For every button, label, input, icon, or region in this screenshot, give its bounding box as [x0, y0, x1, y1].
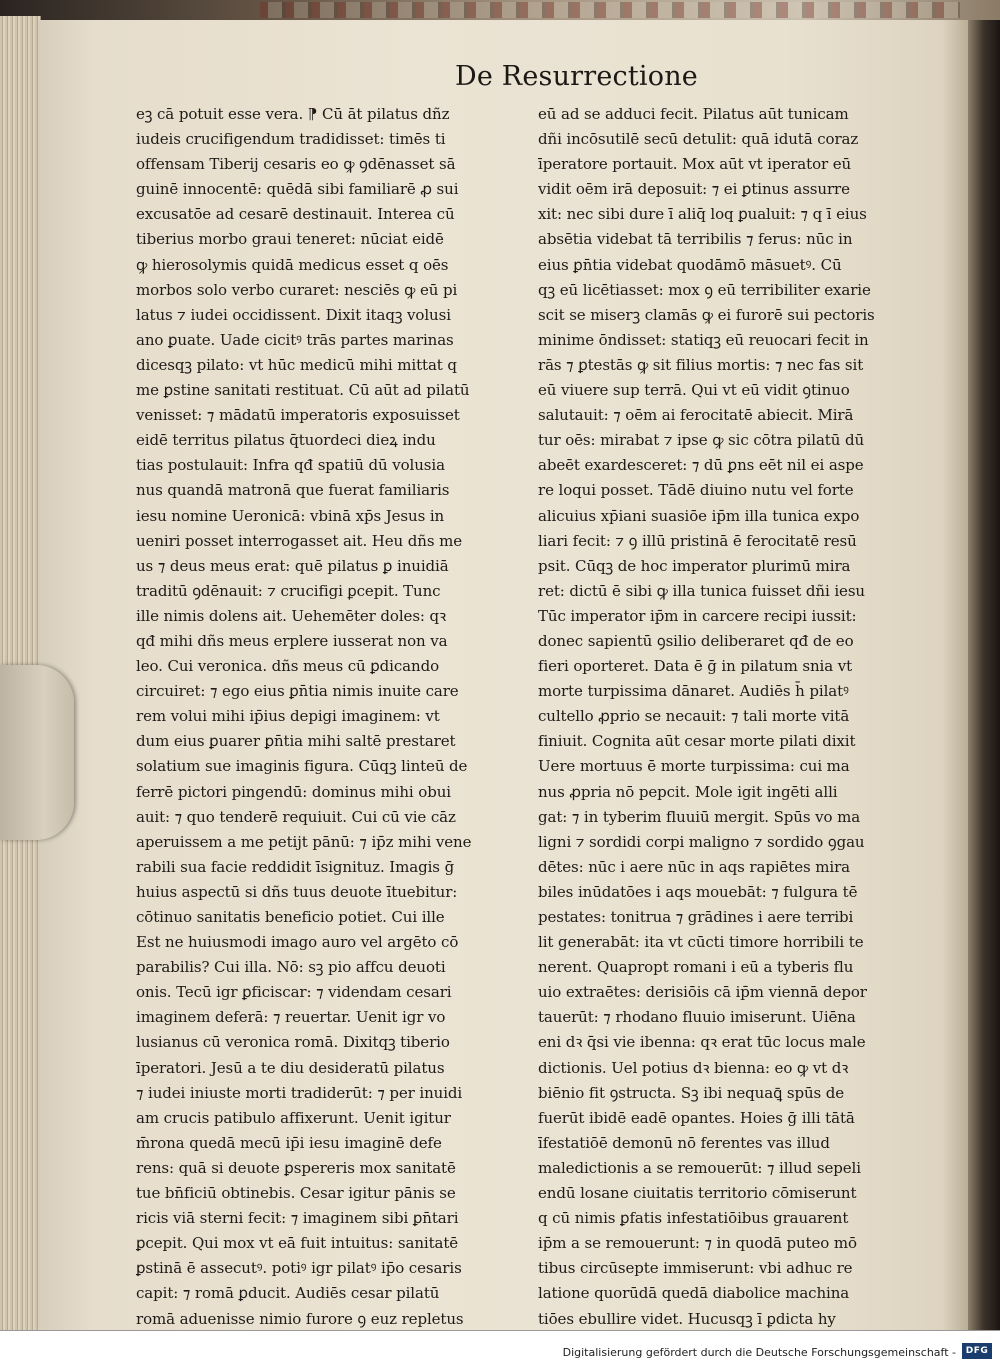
text-line: dum eius ꝑuarer ꝑn̄tia mihi saltē prestaret: [136, 732, 456, 751]
text-line: eū viuere sup terrā. Qui vt eū vidit ꝯtinuo: [538, 381, 850, 400]
digitization-footer: [0, 1330, 1000, 1369]
text-line: salutauit: ⁊ oēm ai ferocitatē abiecit. Mirā: [538, 406, 854, 425]
text-line: nus ꝓpria nō pepcit. Mole igit ingēti alli: [538, 782, 838, 801]
footer-credit: Digitalisierung gefördert durch die Deutsche Forschungsgemeinschaft -: [562, 1346, 956, 1359]
text-line: qđ mihi dñs meus erplere iusserat non va: [136, 631, 448, 650]
text-line: īperatore portauit. Mox aūt vt iperator eū: [538, 155, 852, 174]
text-line: tauerūt: ⁊ rhodano fluuio imiserunt. Uiēna: [538, 1008, 856, 1027]
text-line: tibus circūsepte immiserunt: vbi adhuc re: [538, 1259, 853, 1278]
text-line: absētia videbat tā terribilis ⁊ ferus: nūc in: [538, 230, 853, 249]
text-line: traditū ꝯdēnauit: ⁊ crucifigi ꝑcepit. Tunc: [136, 581, 441, 600]
text-line: uio extraētes: derisiōis cā ip̄m viennā depor: [538, 983, 867, 1002]
text-line: dictionis. Uel potius dꝛ bienna: eo ꝙ vt dꝛ: [538, 1058, 849, 1077]
text-line: ꝙ hierosolymis quidā medicus esset q oēs: [136, 255, 449, 274]
text-line: latione quorūdā quedā diabolice machina: [538, 1284, 850, 1303]
text-line: dicesqꝫ pilato: vt hūc medicū mihi mittat q: [136, 355, 457, 374]
text-line: ret: dictū ē sibi ꝙ illa tunica fuisset dñi iesu: [538, 581, 865, 600]
text-line: lit generabāt: ita vt cūcti timore horribili te: [538, 933, 864, 952]
text-line: pestates: tonitrua ⁊ grādines i aere terribi: [538, 908, 854, 926]
text-line: eidē territus pilatus q̄tuordeci dieꝝ indu: [136, 431, 436, 450]
text-line: rabili sua facie reddidit īsignituz. Imagis ḡ: [136, 857, 455, 876]
text-line: morte turpissima dānaret. Audiēs h̄ pilatꝰ: [538, 682, 849, 701]
text-line: endū losane ciuitatis territorio cōmiserunt: [538, 1184, 857, 1203]
text-line: iesu nomine Ueronicā: vbinā xp̄s Jesus in: [136, 506, 445, 525]
text-line: minime ōndisset: statiqꝫ eū reuocari fecit in: [538, 330, 869, 349]
text-line: nus quandā matronā que fuerat familiaris: [136, 481, 450, 500]
text-line: tur oēs: mirabat ⁊ ipse ꝙ sic cōtra pilatū dū: [538, 431, 865, 450]
text-line: fuerūt ibidē eadē opantes. Hoies ḡ illi tātā: [538, 1108, 855, 1127]
text-line: us ⁊ deus meus erat: quē pilatus ꝑ inuidiā: [136, 556, 449, 575]
text-line: dñi incōsutilē secū detulit: quā idutā coraz: [538, 130, 859, 149]
text-line: tiberius morbo graui teneret: nūciat eidē: [136, 230, 444, 249]
text-line: qꝫ eū licētiasset: mox ꝯ eū terribiliter exarie: [538, 280, 871, 299]
text-line: eius ꝑn̄tia videbat quodāmō māsuetꝰ. Cū: [538, 255, 842, 274]
text-line: offensam Tiberij cesaris eo ꝙ ꝯdēnasset sā: [136, 155, 456, 174]
text-line: ano ꝑuate. Uade cicitꝰ trās partes marinas: [136, 330, 454, 349]
text-line: gat: ⁊ in tyberim fluuiū mergit. Spūs vo ma: [538, 807, 861, 826]
text-line: guinē innocentē: quēdā sibi familiarē ꝓ sui: [136, 180, 459, 199]
cover-pattern: [260, 2, 960, 18]
text-line: Uere mortuus ē morte turpissima: cui ma: [538, 757, 850, 776]
text-line: alicuius xp̄iani suasiōe ip̄m illa tunica expo: [538, 506, 860, 525]
text-line: me ꝑstine sanitati restituat. Cū aūt ad pilatū: [136, 381, 470, 400]
text-line: iudeis crucifigendum tradidisset: timēs ti: [136, 130, 446, 149]
book-cover-strip: [0, 0, 1000, 22]
text-line: Tūc imperator ip̄m in carcere recipi iussit:: [538, 606, 857, 625]
text-line: donec sapientū ꝯsilio deliberaret qđ de eo: [538, 631, 854, 650]
text-line: q cū nimis ꝑfatis infestatiōibus grauarent: [538, 1209, 849, 1228]
text-line: cultello ꝓprio se necauit: ⁊ tali morte vitā: [538, 707, 850, 726]
text-line: ꝑcepit. Qui mox vt eā fuit intuitus: sanitatē: [136, 1234, 459, 1253]
text-line: biles inūdatōes i aqs mouebāt: ⁊ fulgura tē: [538, 882, 858, 901]
text-line: tue bn̄ficiū obtinebis. Cesar igitur pānis se: [136, 1184, 456, 1203]
text-line: eni dꝛ q̄si vie ibenna: qꝛ erat tūc locus male: [538, 1033, 866, 1052]
text-line: leo. Cui veronica. dñs meus cū ꝑdicando: [136, 657, 440, 676]
text-line: ueniri posset interrogasset ait. Heu dñs me: [136, 531, 463, 550]
text-line: am crucis patibulo affixerunt. Uenit igitur: [136, 1108, 451, 1127]
text-line: Est ne huiusmodi imago auro vel argēto cō: [136, 933, 459, 952]
dfg-logo: DFG: [962, 1343, 992, 1359]
text-line: maledictionis a se remouerūt: ⁊ illud sepeli: [538, 1158, 861, 1177]
text-line: aperuissem a me petijt pānū: ⁊ ip̄z mihi vene: [136, 832, 472, 851]
text-line: vidit oēm irā deposuit: ⁊ ei ꝑtinus assurre: [538, 180, 850, 199]
text-line: biēnio fit ꝯstructa. Sꝫ ibi nequaꝗ̄ spūs de: [538, 1083, 845, 1102]
text-line: re loqui posset. Tādē diuino nutu vel forte: [538, 481, 854, 500]
text-line: solatium sue imaginis figura. Cūqꝫ linteū de: [136, 757, 468, 776]
text-line: fieri oporteret. Data ē ḡ in pilatum snia vt: [538, 657, 853, 676]
text-line: īperatori. Jesū a te diu desideratū pilatus: [136, 1058, 445, 1077]
text-line: finiuit. Cognita aūt cesar morte pilati dixit: [538, 732, 856, 751]
text-line: eꝫ cā potuit esse vera. ⁋ Cū āt pilatus dñz: [136, 105, 450, 123]
text-line: ⁊ iudei iniuste morti tradiderūt: ⁊ per inuidi: [136, 1083, 463, 1102]
text-line: ip̄m a se remouerunt: ⁊ in quodā puteo mō: [538, 1234, 857, 1253]
text-line: m̄rona quedā mecū ip̄i iesu imaginē defe: [136, 1133, 442, 1152]
text-line: cōtinuo sanitatis beneficio potiet. Cui ille: [136, 908, 445, 926]
text-line: ꝑstinā ē assecutꝰ. potiꝰ igr pilatꝰ ip̄o cesaris: [136, 1259, 462, 1278]
text-line: rem volui mihi ip̄ius depigi imaginem: vt: [136, 707, 440, 726]
text-line: scit se miserꝫ clamās ꝙ ei furorē sui pectoris: [538, 305, 875, 324]
text-line: xit: nec sibi dure ī aliq̄ loq ꝑualuit: ⁊ q ī eius: [538, 205, 867, 224]
text-line: imaginem deferā: ⁊ reuertar. Uenit igr vo: [136, 1008, 446, 1027]
page-heading: De Resurrectione: [455, 61, 698, 92]
text-line: psit. Cūqꝫ de hoc imperator plurimū mira: [538, 556, 851, 575]
text-line: rās ⁊ ꝑtestās ꝙ sit filius mortis: ⁊ nec fas sit: [538, 355, 864, 374]
page-clip: [0, 665, 74, 840]
text-line: lusianus cū veronica romā. Dixitqꝫ tiberio: [136, 1033, 450, 1052]
text-line: latus ⁊ iudei occidissent. Dixit itaqꝫ volusi: [136, 305, 451, 324]
text-line: ligni ⁊ sordidi corpi maligno ⁊ sordido ꝯgau: [538, 832, 865, 851]
text-line: venisset: ⁊ mādatū imperatoris exposuisset: [136, 406, 460, 425]
text-line: īfestatiōē demonū nō ferentes vas illud: [538, 1133, 830, 1152]
text-line: tiōes ebullire videt. Hucusqꝫ ī ꝑdicta hy: [538, 1309, 836, 1328]
text-line: liari fecit: ⁊ ꝯ illū pristinā ē ferocitatē resū: [538, 531, 857, 550]
book-gutter-right: [968, 20, 1000, 1330]
left-text-column: [136, 102, 508, 1332]
text-line: abeēt exardesceret: ⁊ dū ꝑns eēt nil ei aspe: [538, 456, 864, 475]
text-line: ricis viā sterni fecit: ⁊ imaginem sibi ꝑn̄tari: [136, 1209, 459, 1228]
text-line: ille nimis dolens ait. Uehemēter doles: qꝛ: [136, 606, 447, 625]
text-line: ferrē pictori pingendū: dominus mihi obui: [136, 782, 451, 801]
text-line: tias postulauit: Infra qđ spatiū dū volusia: [136, 456, 445, 475]
text-line: onis. Tecū igr ꝑficiscar: ⁊ videndam cesari: [136, 983, 452, 1002]
text-line: rens: quā si deuote ꝑspereris mox sanitatē: [136, 1158, 456, 1177]
right-text-column: [538, 102, 910, 1332]
text-line: circuiret: ⁊ ego eius ꝑn̄tia nimis inuite care: [136, 682, 459, 701]
text-line: excusatōe ad cesarē destinauit. Interea cū: [136, 205, 455, 224]
text-line: dētes: nūc i aere nūc in aqs rapiētes mira: [538, 857, 851, 876]
text-line: parabilis? Cui illa. Nō: sꝫ pio affcu deuoti: [136, 958, 446, 977]
text-line: romā aduenisse nimio furore ꝯ euz repletus: [136, 1309, 464, 1328]
text-line: huius aspectū si dñs tuus deuote ītuebitur:: [136, 882, 458, 901]
text-line: eū ad se adduci fecit. Pilatus aūt tunicam: [538, 105, 849, 123]
text-line: auit: ⁊ quo tenderē requiuit. Cui cū vie cāz: [136, 807, 456, 826]
text-line: morbos solo verbo curaret: nesciēs ꝙ eū pi: [136, 280, 458, 299]
text-line: capit: ⁊ romā ꝑducit. Audiēs cesar pilatū: [136, 1284, 440, 1303]
text-line: nerent. Quapropt romani i eū a tyberis flu: [538, 958, 854, 977]
